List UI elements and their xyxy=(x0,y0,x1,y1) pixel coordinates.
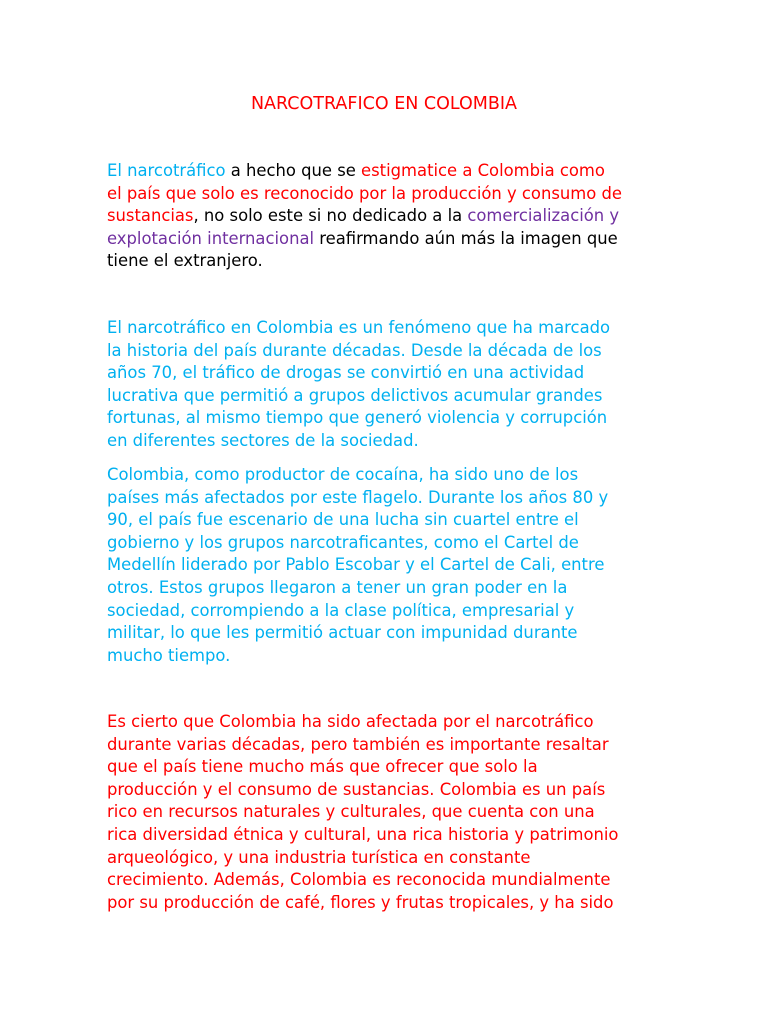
paragraph-line: mucho tiempo. xyxy=(107,645,231,665)
paragraph-line: en diferentes sectores de la sociedad. xyxy=(107,430,419,450)
paragraph-line: 90, el país fue escenario de una lucha sin cuartel entre el xyxy=(107,510,579,530)
paragraph-line xyxy=(107,250,667,273)
paragraph-line xyxy=(107,183,667,206)
paragraph-line xyxy=(107,228,667,251)
paragraph-line: otros. Estos grupos llegaron a tener un gran poder en la xyxy=(107,577,568,597)
paragraph-positive xyxy=(107,711,667,914)
paragraph-line: gobierno y los grupos narcotraficantes, como el Cartel de xyxy=(107,532,579,552)
paragraph-line: lucrativa que permitió a grupos delictivos acumular grandes xyxy=(107,385,603,405)
text-run: sustancias xyxy=(107,206,194,226)
paragraph-line: años 70, el tráfico de drogas se convirtió en una actividad xyxy=(107,363,585,383)
paragraph-line: crecimiento. Además, Colombia es reconocida mundialmente xyxy=(107,870,611,890)
paragraph-intro xyxy=(107,160,667,273)
paragraph-line: militar, lo que les permitió actuar con impunidad durante xyxy=(107,623,578,643)
paragraph-line: fortunas, al mismo tiempo que generó violencia y corrupción xyxy=(107,408,608,428)
text-run: tiene el extranjero. xyxy=(107,251,263,271)
paragraph-line: durante varias décadas, pero también es importante resaltar xyxy=(107,734,609,754)
paragraph-line xyxy=(107,160,667,183)
paragraph-line: producción y el consumo de sustancias. Colombia es un país xyxy=(107,779,606,799)
text-run: a hecho que se xyxy=(225,161,362,180)
paragraph-line: El narcotráfico en Colombia es un fenómeno que ha marcado xyxy=(107,318,611,337)
paragraph-line: sociedad, corrompiendo a la clase política, empresarial y xyxy=(107,600,575,620)
text-run: El narcotráfico xyxy=(107,161,226,180)
text-run: comercialización y xyxy=(467,206,620,226)
text-run: explotación internacional xyxy=(107,228,315,248)
paragraph-line: Medellín liderado por Pablo Escobar y el Cartel de Cali, entre xyxy=(107,555,605,575)
paragraph-line: Es cierto que Colombia ha sido afectada por el narcotráfico xyxy=(107,712,594,731)
paragraph-line: la historia del país durante décadas. Desde la década de los xyxy=(107,340,602,360)
document-title: NARCOTRAFICO EN COLOMBIA xyxy=(250,94,518,114)
paragraph-line: rica diversidad étnica y cultural, una rica historia y patrimonio xyxy=(107,824,619,844)
text-run: estigmatice a Colombia como xyxy=(361,161,605,180)
paragraph-history xyxy=(107,317,667,453)
text-run: el país que solo es reconocido por la producción y consumo de xyxy=(107,183,622,203)
paragraph-line: que el país tiene mucho más que ofrecer que solo la xyxy=(107,757,538,777)
paragraph-line: rico en recursos naturales y culturales, que cuenta con una xyxy=(107,802,595,822)
text-run: reafirmando aún más la imagen que xyxy=(314,228,618,248)
paragraph-line: arqueológico, y una industria turística en constante xyxy=(107,847,531,867)
paragraph-line: Colombia, como productor de cocaína, ha sido uno de los xyxy=(107,465,579,484)
paragraph-cartels xyxy=(107,464,667,667)
paragraph-line: países más afectados por este flagelo. Durante los años 80 y xyxy=(107,487,609,507)
text-run: , no solo este si no dedicado a la xyxy=(193,206,468,226)
paragraph-line: por su producción de café, flores y frutas tropicales, y ha sido xyxy=(107,892,614,912)
paragraph-line xyxy=(107,205,667,228)
